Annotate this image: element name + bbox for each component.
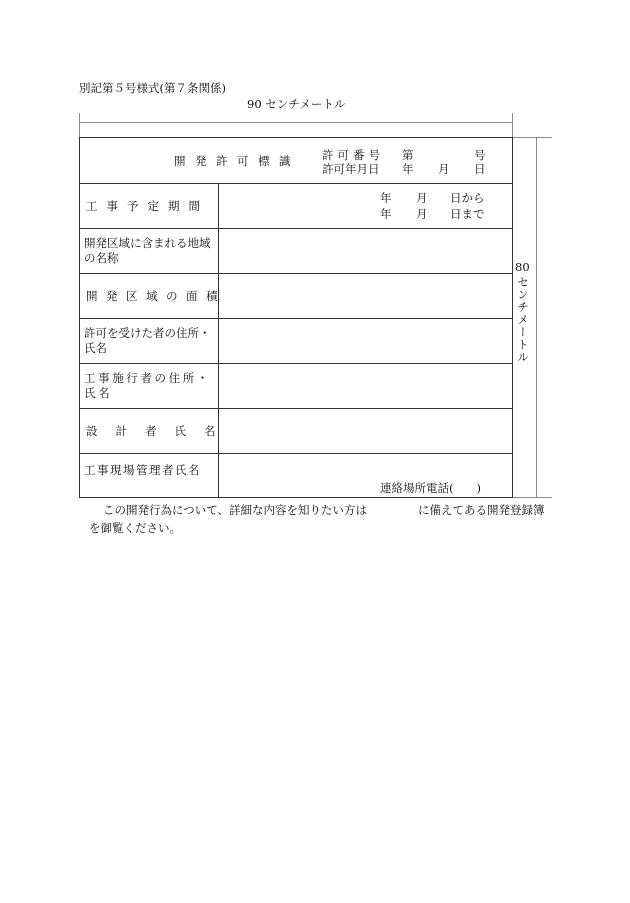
row-divider [79,453,513,454]
width-dimension-right-tick [512,113,513,137]
height-dimension-bottom-tick [512,497,552,498]
height-dimension-line [536,137,537,497]
footer-text-1: この開発行為について、詳細な内容を知りたい方は [103,503,368,517]
row-divider [79,363,513,364]
width-dimension-left-tick [79,113,80,137]
footer-text-2: を御覧ください。 [89,521,181,535]
form-heading: 別記第５号様式(第７条関係) [79,81,226,95]
row-label-area-size: 開発区域の面積 [86,289,226,303]
row-label-designer: 設計者氏名 [86,424,234,438]
width-dimension-line [79,122,512,123]
row-divider [79,318,513,319]
permit-date-year: 年 [402,162,414,176]
row-divider [79,408,513,409]
height-dimension-text: センチメートル [516,276,530,364]
row-divider [79,183,513,184]
permit-number-go: 号 [474,148,486,162]
period-end-month: 月 [416,207,428,221]
permit-number-label: 許可番号 [322,148,384,162]
row-divider [79,228,513,229]
sign-title [174,154,302,168]
period-end-day: 日まで [450,207,485,221]
height-dimension-number: 80 [515,260,530,274]
permit-date-day: 日 [474,162,486,176]
height-dimension-top-tick [512,137,552,138]
column-divider [218,183,219,497]
permit-date-month: 月 [438,162,450,176]
row-label-permittee: 許可を受けた者の住所・氏名 [84,326,211,355]
permit-number-dai: 第 [402,148,414,162]
period-start-day: 日から [450,191,485,205]
width-dimension-label: 90 センチメートル [247,97,346,111]
permit-date-label: 許可年月日 [322,162,380,176]
period-start-month: 月 [416,191,428,205]
row-label-site-manager: 工事現場管理者氏名 [84,463,201,477]
row-label-area-name: 開発区域に含まれる地域の名称 [84,236,211,265]
row-label-contractor: 工事施行者の住所・氏名 [84,371,211,400]
contact-phone: 連絡場所電話( ) [380,481,481,495]
period-start-year: 年 [380,191,392,205]
row-divider [79,273,513,274]
period-end-year: 年 [380,207,392,221]
sign-title-text: 開発許可標識 [174,154,300,168]
footer-text-1b: に備えてある開発登録簿 [418,503,545,517]
row-label-construction-period: 工事予定期間 [86,199,209,213]
